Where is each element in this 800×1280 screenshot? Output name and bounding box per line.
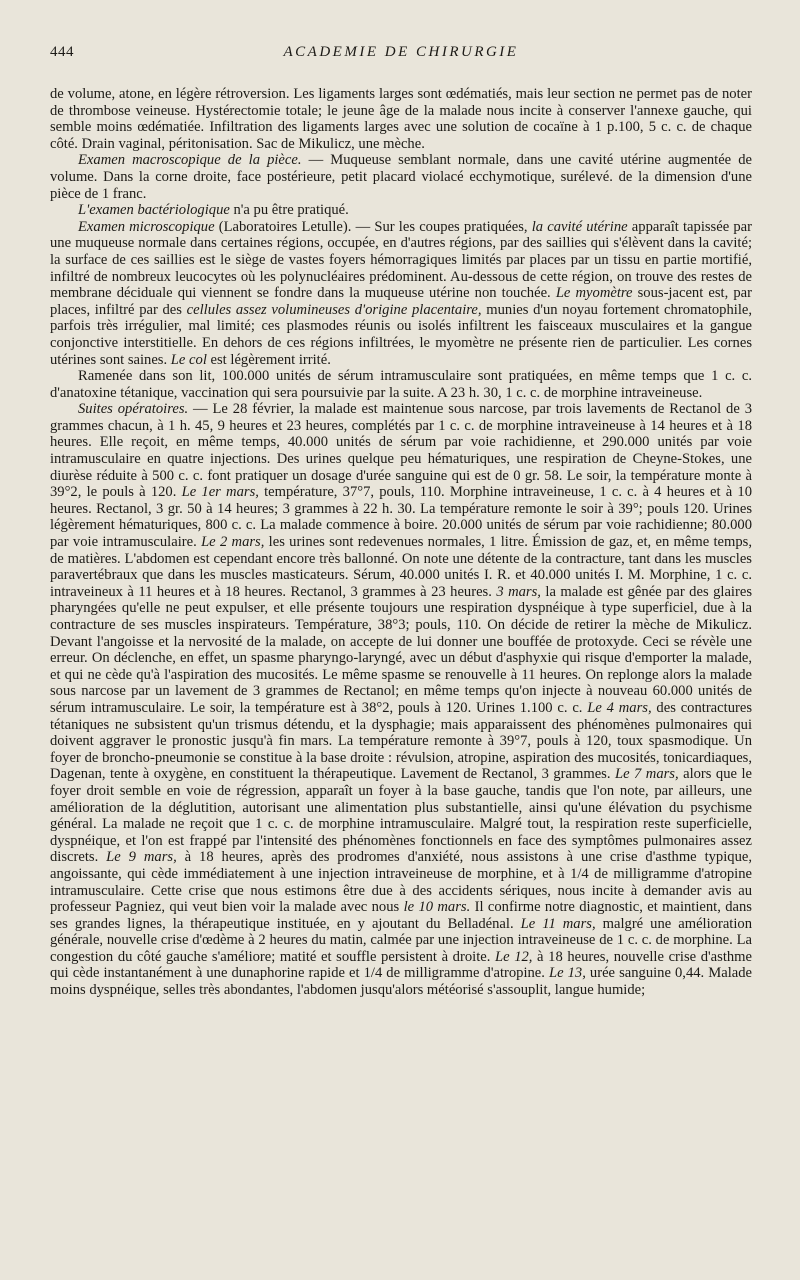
text-run: Il confirme notre diagnostic, et maintient, dans ses grandes lignes, la thérapeutique instituée, en y ajoutant du Belladénal.: [50, 899, 752, 932]
text-run: apparaît tapissée par une muqueuse normale dans certaines régions, occupée, en d'autres régions, par des saillies qui s'élèvent dans la cavité; la surface de ces saillies est le siège de vastes foyers hémorragiques limités par places par un tissu en partie mortifié, infiltré de nombreux leucocytes où les polynucléaires prédominent. Au-dessous de cette région, on trouve des restes de membrane déciduale qui viennent se fondre dans la muqueuse utérine non touchée.: [50, 218, 753, 302]
running-title: ACADEMIE DE CHIRURGIE: [283, 44, 519, 60]
italic-run: Le 1er mars,: [181, 484, 259, 501]
italic-run: Le 7 mars,: [614, 766, 679, 783]
italic-run: Le myomètre: [555, 285, 633, 302]
text-run: de volume, atone, en légère rétroversion. Les ligaments larges sont œdématiés, mais leur section ne permet pas de noter de thrombose veineuse. Hystérectomie totale; le jeune âge de la malade nous incite à conserver l'annexe gauche, qui semble moins œdématiée. Infiltration des ligaments larges avec une solution de cocaïne à 1 p.100, 5 c. c. de chaque côté. Drain vaginal, péritonisation. Sac de Mikulicz, une mèche.: [50, 86, 752, 152]
paragraph: [50, 368, 752, 401]
italic-run: Le col: [170, 351, 207, 368]
text-run: est légèrement irrité.: [206, 351, 331, 368]
italic-run: la cavité utérine: [531, 218, 628, 235]
text-run: — Muqueuse semblant normale, dans une cavité utérine augmentée de volume. Dans la corne droite, face postérieure, petit placard violacé ecchymotique, surélevé. de la dimension d'une pièce de 1 franc.: [50, 152, 753, 202]
text-run: à 18 heures, après des prodromes d'anxiété, nous assistons à une crise d'asthme typique, angoissante, qui cède immédiatement à une injection intraveineuse de morphine, et à 1/4 de milligramme d'atropine intramusculaire. Cette crise que nous estimons être due à des accidents sériques, nous incite à demander avis au professeur Pagniez, qui veut bien voir la malade avec nous: [50, 849, 752, 916]
italic-run: 3 mars,: [496, 583, 541, 600]
italic-run: Examen macroscopique de la pièce.: [78, 152, 302, 169]
italic-run: Le 13,: [548, 965, 586, 982]
italic-run: Suites opératoires.: [78, 401, 189, 418]
text-run: n'a pu être pratiqué.: [229, 202, 349, 219]
italic-run: Le 4 mars,: [587, 699, 652, 716]
text-run: la malade est gênée par des glaires pharyngées qu'elle ne peut expulser, et elle présente toujours une respiration dyspnéique à type superficiel, due à la contracture de ses muscles inspirateurs. Température, 38°3; pouls, 110. On décide de retirer la mèche de Mikulicz. Devant l'angoisse et la nervosité de la malade, on accepte de lui donner une bouffée de protoxyde. Ceci se révèle une erreur. On déclenche, en effet, un spasme pharyngo-laryngé, avec un début d'asphyxie qui risque d'emporter la malade, et qui ne cède qu'à l'aspiration des mucosités. Le même spasme se renouvelle à 11 heures. On replonge alors la malade sous narcose par un lavement de 3 grammes de Rectanol; en même temps qu'on injecte à nouveau 60.000 unités de sérum intramusculaire. Le soir, la température est à 38°2, pouls à 120. Urines 1.100 c. c.: [50, 583, 752, 716]
paragraph: [50, 219, 752, 368]
text-run: des contractures tétaniques ne subsistent qu'un trismus détendu, et la dysphagie; mais apparaissent des phénomènes pulmonaires qui doivent aggraver le pronostic jusqu'à fin mars. La température remonte à 39°7, pouls à 120, toux spasmodique. Un foyer de broncho-pneumonie se constitue à la base droite : révulsion, atropine, aspiration des mucosités, tonicardiaques, Dagenan, tente à oxygène, en constituent la thérapeutique. Lavement de Rectanol, 3 grammes.: [50, 699, 753, 783]
paragraph: [50, 202, 752, 219]
italic-run: Le 11 mars,: [520, 915, 596, 932]
text-run: (Laboratoires Letulle). — Sur les coupes pratiquées,: [214, 218, 532, 235]
page-number: 444: [50, 44, 74, 60]
text-run: — Le 28 février, la malade est maintenue sous narcose, par trois lavements de Rectanol de 3 grammes chacun, à 1 h. 45, 9 heures et 23 heures, complétés par 1 c. c. de morphine intraveineuse à 14 heures et à 18 heures. Elle reçoit, en même temps, 40.000 unités de sérum par voie rachidienne, et 290.000 unités par voie intramusculaire en quatre injections. Des urines quelque peu hématuriques, une respiration de Cheyne-Stokes, une diurèse réduite à 500 c. c. font pratiquer un dosage d'urée sanguine qui est de 0 gr. 58. Le soir, la température monte à 39°2, le pouls à 120.: [50, 401, 752, 501]
paragraph: [50, 152, 752, 202]
text-run: sous-jacent est, par places, infiltré par des: [50, 285, 752, 318]
text-run: Ramenée dans son lit, 100.000 unités de sérum intramusculaire sont pratiquées, en même temps que 1 c. c. d'anatoxine tétanique, vaccination qui sera poursuivie par la suite. A 23 h. 30, 1 c. c. de morphine intraveineuse.: [50, 368, 752, 401]
text-run: à 18 heures, nouvelle crise d'asthme qui cède instantanément à une dunaphorine rapide et 1/4 de milligramme d'atropine.: [50, 948, 752, 982]
paragraph: [50, 86, 752, 152]
italic-run: cellules assez volumineuses d'origine placentaire,: [186, 301, 482, 318]
italic-run: Le 12,: [494, 948, 533, 965]
italic-run: Le 9 mars,: [106, 849, 177, 866]
italic-run: Examen microscopique: [78, 218, 215, 235]
italic-run: le 10 mars.: [403, 899, 471, 916]
italic-run: Le 2 mars,: [201, 534, 265, 551]
text-run: température, 37°7, pouls, 110. Morphine intraveineuse, 1 c. c. à 4 heures et à 10 heures. Rectanol, 3 gr. 50 à 14 heures; 3 grammes à 22 h. 30. La température remonte le soir à 39°; pouls 120. Urines légèrement hématuriques, 800 c. c. La malade commence à boire. 20.000 unités de sérum par voie rachidienne; 80.000 par voie intramusculaire.: [50, 484, 753, 551]
italic-run: L'examen bactériologique: [78, 202, 230, 219]
page-header: [50, 44, 752, 66]
text-run: les urines sont redevenues normales, 1 litre. Émission de gaz, et, en même temps, de matières. L'abdomen est cependant encore très ballonné. On note une détente de la contracture, tant dans les muscles paravertébraux que dans les muscles masticateurs. Sérum, 40.000 unités I. R. et 40.000 unités I. M. Morphine, 1 c. c. intraveineux à 11 heures et à 18 heures. Rectanol, 3 grammes à 23 heures.: [50, 534, 753, 600]
text-run: urée sanguine 0,44. Malade moins dyspnéique, selles très abondantes, l'abdomen jusqu'alors météorisé s'assouplit, langue humide;: [50, 965, 752, 999]
body-text: [50, 86, 752, 999]
text-run: munies d'un noyau fortement chromatophile, parfois très irrégulier, mal limité; ces plasmodes réunis ou isolés infiltrent les faisceaux musculaires et la gangue conjonctive interstitielle. En dehors de ces régions infiltrées, le myomètre ne présente rien de particulier. Les cornes utérines sont saines.: [50, 301, 752, 368]
text-run: alors que le foyer droit semble en voie de régression, apparaît un foyer à la base gauche, tandis que l'on note, par ailleurs, une amélioration de la déglutition, autorisant une alimentation plus substantielle, ainsi qu'une élévation du psychisme général. La malade ne reçoit que 1 c. c. de morphine intramusculaire. Malgré tout, la respiration reste superficielle, dyspnéique, et l'on est frappé par l'intensité des phénomènes fonctionnels en face des symptômes pulmonaires assez discrets.: [50, 766, 753, 866]
text-run: malgré une amélioration générale, nouvelle crise d'œdème à 2 heures du matin, calmée par une injection intraveineuse de 1 c. c. de morphine. La congestion du côté gauche s'améliore; matité et souffle persistent à droite.: [50, 915, 753, 965]
paragraph: [50, 401, 752, 998]
